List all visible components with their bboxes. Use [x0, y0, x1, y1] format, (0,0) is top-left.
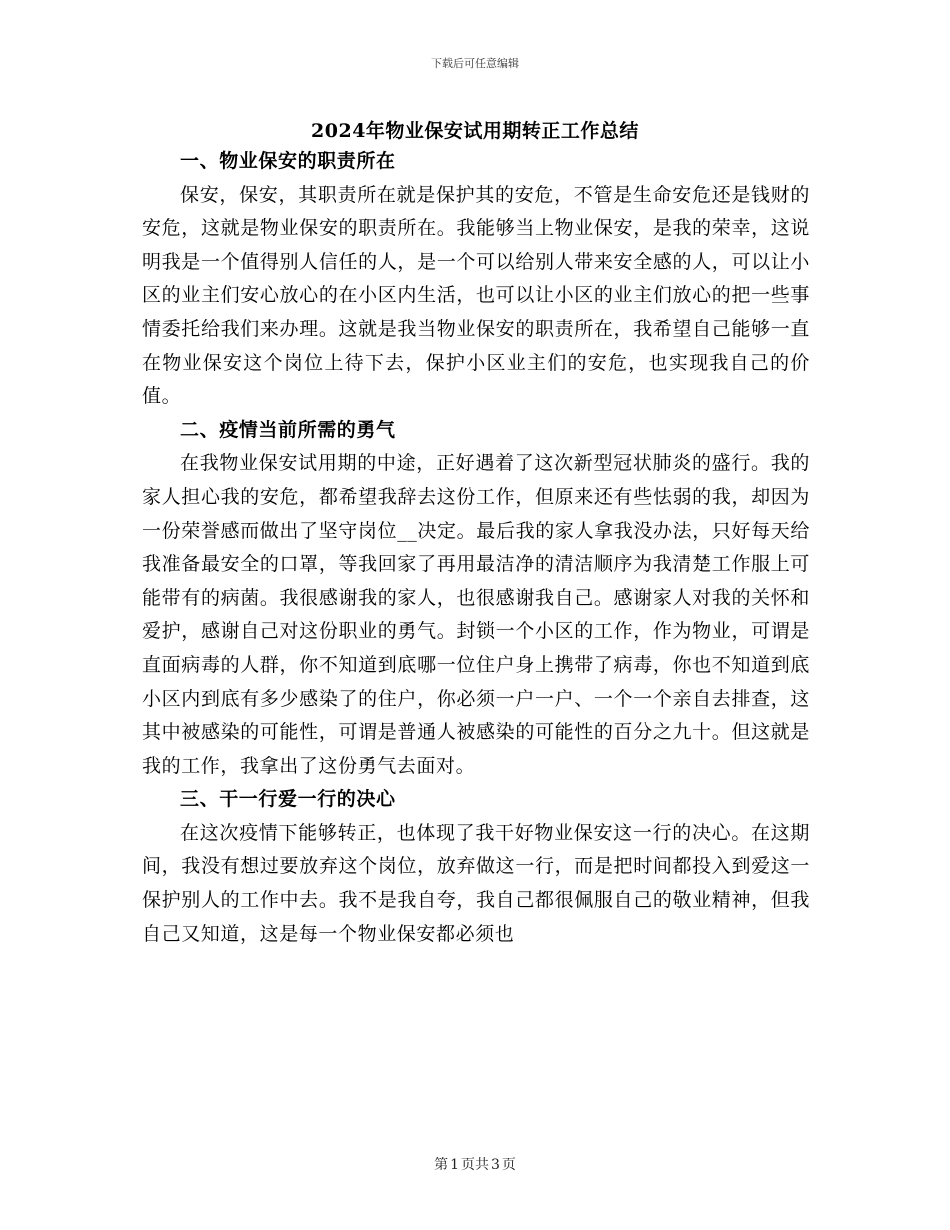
- document-title: 2024年物业保安试用期转正工作总结: [311, 120, 639, 142]
- page-footer: [0, 1154, 950, 1174]
- document-body: [142, 145, 810, 951]
- section-3-heading: 三、干一行爱一行的决心: [180, 788, 396, 811]
- section-2-paragraph: 在我物业保安试用期的中途，正好遇着了这次新型冠状肺炎的盛行。我的家人担心我的安危，都希望我辞去这份工作，但原来还有些怯弱的我，却因为一份荣誉感而做出了坚守岗位__决定。最后我的家人拿我没办法，只好每天给我准备最安全的口罩，等我回家了再用最洁净的清洁顺序为我清楚工作服上可能带有的病菌。我很感谢我的家人，也很感谢我自己。感谢家人对我的关怀和爱护，感谢自己对这份职业的勇气。封锁一个小区的工作，作为物业，可谓是直面病毒的人群，你不知道到底哪一位住户身上携带了病毒，你也不知道到底小区内到底有多少感染了的住户，你必须一户一户、一个一个亲自去排查，这其中被感染的可能性，可谓是普通人被感染的可能性的百分之九十。但这就是我的工作，我拿出了这份勇气去面对。: [142, 452, 810, 777]
- section-1-paragraph: 保安，保安，其职责所在就是保护其的安危，不管是生命安危还是钱财的安危，这就是物业保安的职责所在。我能够当上物业保安，是我的荣幸，这说明我是一个值得别人信任的人，是一个可以给别人带来安全感的人，可以让小区的业主们安心放心的在小区内生活，也可以让小区的业主们放心的把一些事情委托给我们来办理。这就是我当物业保安的职责所在，我希望自己能够一直在物业保安这个岗位上待下去，保护小区业主们的安危，也实现我自己的价值。: [142, 183, 810, 408]
- footer-middle: 页共: [461, 1157, 489, 1173]
- footer-prefix: 第: [434, 1157, 449, 1173]
- footer-total-pages: 3: [491, 1157, 500, 1173]
- footer-page-number: 1: [450, 1157, 459, 1173]
- header-note: 下载后可任意编辑: [431, 57, 519, 70]
- section-2-heading: 二、疫情当前所需的勇气: [180, 418, 396, 441]
- section-3-paragraph: 在这次疫情下能够转正，也体现了我干好物业保安这一行的决心。在这期间，我没有想过要放弃这个岗位，放弃做这一行，而是把时间都投入到爱这一保护别人的工作中去。我不是我自夸，我自己都很佩服自己的敬业精神，但我自己又知道，这是每一个物业保安都必须也: [142, 821, 810, 945]
- section-1-heading: 一、物业保安的职责所在: [180, 150, 396, 172]
- footer-suffix: 页: [501, 1157, 516, 1173]
